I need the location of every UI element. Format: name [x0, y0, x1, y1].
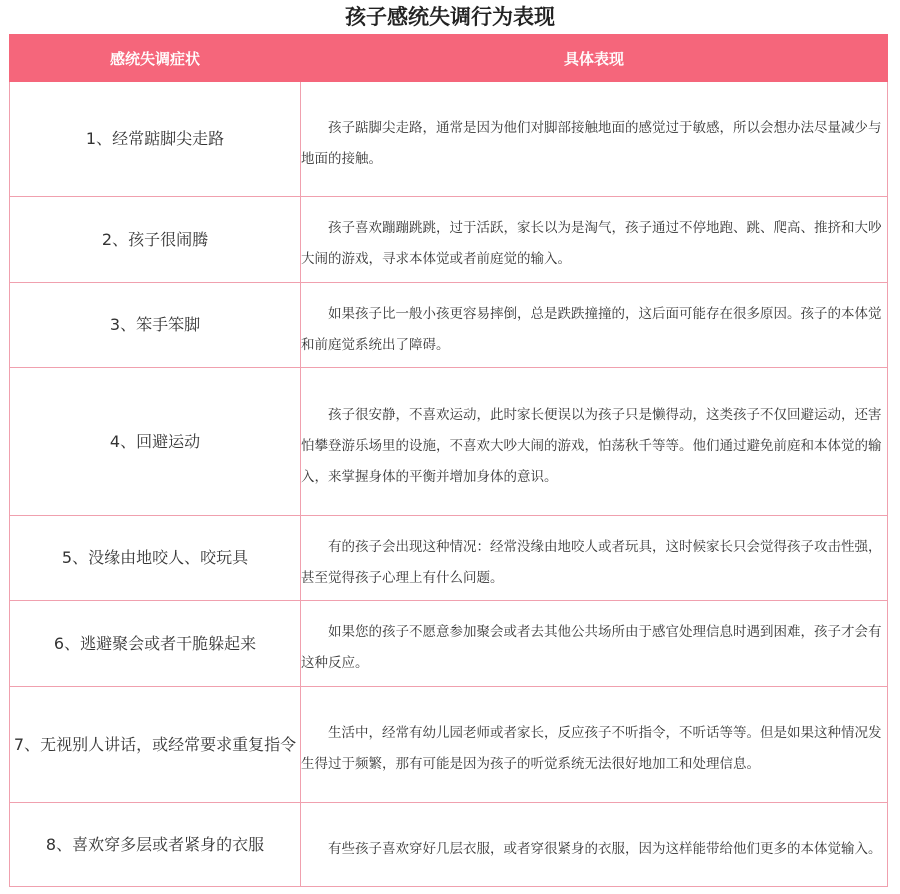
- symptom-cell: 4、回避运动: [10, 368, 301, 516]
- column-header-symptom: 感统失调症状: [10, 35, 301, 82]
- table-row: [10, 516, 888, 601]
- symptom-cell: 6、逃避聚会或者干脆躲起来: [10, 601, 301, 687]
- description-text: 如果您的孩子不愿意参加聚会或者去其他公共场所由于感官处理信息时遇到困难，孩子才会有这种反应。: [301, 624, 882, 671]
- table-row: [10, 368, 888, 516]
- description-text: 如果孩子比一般小孩更容易摔倒，总是跌跌撞撞的，这后面可能存在很多原因。孩子的本体觉和前庭觉系统出了障碍。: [301, 305, 882, 353]
- description-cell: [301, 197, 888, 283]
- column-header-description: 具体表现: [301, 35, 888, 82]
- symptom-cell: 1、经常踮脚尖走路: [10, 82, 301, 197]
- description-cell: [301, 516, 888, 601]
- table-row: [10, 601, 888, 687]
- symptom-table: [9, 34, 888, 887]
- table-header-row: [10, 35, 888, 82]
- table-row: [10, 283, 888, 368]
- description-text: 孩子很安静，不喜欢运动，此时家长便误以为孩子只是懒得动，这类孩子不仅回避运动，还害怕攀登游乐场里的设施，不喜欢大吵大闹的游戏，怕荡秋千等等。他们通过避免前庭和本体觉的输入，来掌握身体的平衡并增加身体的意识。: [301, 406, 882, 485]
- symptom-cell: 8、喜欢穿多层或者紧身的衣服: [10, 803, 301, 887]
- description-text: 孩子踮脚尖走路，通常是因为他们对脚部接触地面的感觉过于敏感，所以会想办法尽量减少与地面的接触。: [301, 119, 882, 167]
- symptom-cell: 7、无视别人讲话，或经常要求重复指令: [10, 687, 301, 803]
- symptom-cell: 5、没缘由地咬人、咬玩具: [10, 516, 301, 601]
- description-cell: [301, 283, 888, 368]
- table-row: [10, 197, 888, 283]
- description-cell: [301, 82, 888, 197]
- table-row: [10, 803, 888, 887]
- description-text: 有些孩子喜欢穿好几层衣服，或者穿很紧身的衣服，因为这样能带给他们更多的本体觉输入。: [328, 840, 882, 857]
- symptom-cell: 3、笨手笨脚: [10, 283, 301, 368]
- table-row: [10, 687, 888, 803]
- description-cell: [301, 368, 888, 516]
- description-cell: [301, 803, 888, 887]
- symptom-cell: 2、孩子很闹腾: [10, 197, 301, 283]
- description-text: 生活中，经常有幼儿园老师或者家长，反应孩子不听指令，不听话等等。但是如果这种情况发生得过于频繁，那有可能是因为孩子的听觉系统无法很好地加工和处理信息。: [301, 725, 882, 772]
- description-text: 有的孩子会出现这种情况：经常没缘由地咬人或者玩具，这时候家长只会觉得孩子攻击性强，甚至觉得孩子心理上有什么问题。: [301, 538, 882, 586]
- table-row: [10, 82, 888, 197]
- description-cell: [301, 687, 888, 803]
- description-cell: [301, 601, 888, 687]
- description-text: 孩子喜欢蹦蹦跳跳，过于活跃，家长以为是淘气，孩子通过不停地跑、跳、爬高、推挤和大吵大闹的游戏，寻求本体觉或者前庭觉的输入。: [301, 220, 882, 267]
- page-title: 孩子感统失调行为表现: [345, 5, 555, 29]
